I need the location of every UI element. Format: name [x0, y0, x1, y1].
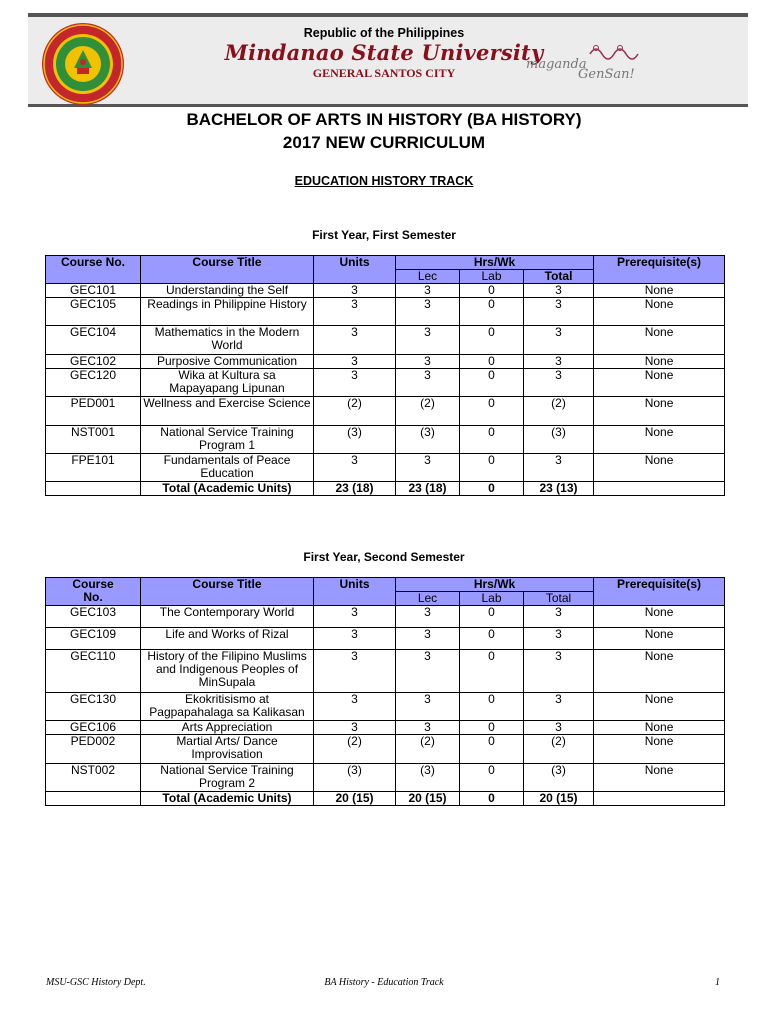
table-row	[46, 606, 725, 628]
col-units: Units	[314, 578, 396, 606]
lec: (2)	[396, 735, 460, 764]
col-lec: Lec	[396, 270, 460, 284]
table-row	[46, 298, 725, 326]
col-total: Total	[524, 592, 594, 606]
course-title: Arts Appreciation	[141, 721, 314, 735]
svg-text:maganda: maganda	[526, 57, 587, 72]
course-title: National Service Training Program 1	[141, 426, 314, 454]
total: 3	[524, 298, 594, 326]
course-no: GEC101	[46, 284, 141, 298]
units: 3	[314, 721, 396, 735]
total-lab: 0	[460, 792, 524, 806]
prerequisite: None	[594, 628, 725, 650]
units: 3	[314, 454, 396, 482]
lab: 0	[460, 284, 524, 298]
lab: 0	[460, 628, 524, 650]
col-lec: Lec	[396, 592, 460, 606]
total-row	[46, 792, 725, 806]
course-no: GEC102	[46, 355, 141, 369]
course-title: Wellness and Exercise Science	[141, 397, 314, 426]
col-lab: Lab	[460, 270, 524, 284]
track-title: EDUCATION HISTORY TRACK	[294, 174, 474, 188]
col-course-no	[46, 578, 141, 606]
lab: 0	[460, 326, 524, 355]
course-no: PED001	[46, 397, 141, 426]
prerequisite: None	[594, 721, 725, 735]
units: 3	[314, 628, 396, 650]
total-prereq-blank	[594, 482, 725, 496]
total-label: Total (Academic Units)	[141, 482, 314, 496]
prerequisite: None	[594, 298, 725, 326]
course-no: FPE101	[46, 454, 141, 482]
total-blank	[46, 482, 141, 496]
lec: 3	[396, 284, 460, 298]
tagline-logo	[524, 42, 644, 82]
table-row	[46, 454, 725, 482]
units: 3	[314, 355, 396, 369]
total-row	[46, 482, 725, 496]
lec: 3	[396, 298, 460, 326]
course-title: Life and Works of Rizal	[141, 628, 314, 650]
units: (2)	[314, 397, 396, 426]
curriculum-title: 2017 NEW CURRICULUM	[282, 133, 486, 152]
table-row	[46, 721, 725, 735]
semester-2-table	[45, 577, 725, 806]
total-label: Total (Academic Units)	[141, 792, 314, 806]
footer-document-title: BA History - Education Track	[324, 977, 444, 988]
prerequisite: None	[594, 454, 725, 482]
total-blank	[46, 792, 141, 806]
prerequisite: None	[594, 284, 725, 298]
course-title: Mathematics in the Modern World	[141, 326, 314, 355]
lab: 0	[460, 397, 524, 426]
units: 3	[314, 693, 396, 721]
table-row	[46, 628, 725, 650]
lab: 0	[460, 606, 524, 628]
table-row	[46, 284, 725, 298]
prerequisite: None	[594, 369, 725, 397]
table-row	[46, 397, 725, 426]
footer-page-number: 1	[715, 977, 720, 988]
program-title: BACHELOR OF ARTS IN HISTORY (BA HISTORY)	[186, 110, 582, 129]
total: (3)	[524, 764, 594, 792]
col-hrs-wk: Hrs/Wk	[396, 578, 594, 592]
university-name: Mindanao State University	[224, 40, 544, 65]
total-prereq-blank	[594, 792, 725, 806]
course-no: GEC106	[46, 721, 141, 735]
lec: 3	[396, 721, 460, 735]
course-no: GEC110	[46, 650, 141, 693]
total: (2)	[524, 397, 594, 426]
table-header-row	[46, 256, 725, 270]
total-lec: 20 (15)	[396, 792, 460, 806]
lab: 0	[460, 735, 524, 764]
lab: 0	[460, 369, 524, 397]
lab: 0	[460, 298, 524, 326]
total: 3	[524, 284, 594, 298]
footer-department: MSU-GSC History Dept.	[46, 977, 146, 988]
col-prerequisites: Prerequisite(s)	[594, 256, 725, 284]
course-title: National Service Training Program 2	[141, 764, 314, 792]
lec: 3	[396, 355, 460, 369]
course-title: Understanding the Self	[141, 284, 314, 298]
table-row	[46, 326, 725, 355]
lec: 3	[396, 454, 460, 482]
course-title: Ekokritisismo at Pagpapahalaga sa Kalikasan	[141, 693, 314, 721]
total: 3	[524, 326, 594, 355]
col-units: Units	[314, 256, 396, 284]
total: 3	[524, 628, 594, 650]
units: 3	[314, 298, 396, 326]
lec: 3	[396, 650, 460, 693]
units: 3	[314, 284, 396, 298]
semester-1-heading: First Year, First Semester	[312, 228, 456, 242]
course-title: Wika at Kultura sa Mapayapang Lipunan	[141, 369, 314, 397]
units: 3	[314, 326, 396, 355]
total: 3	[524, 721, 594, 735]
table-row	[46, 735, 725, 764]
lec: (3)	[396, 426, 460, 454]
table-row	[46, 369, 725, 397]
lec: (3)	[396, 764, 460, 792]
col-prerequisites: Prerequisite(s)	[594, 578, 725, 606]
prerequisite: None	[594, 397, 725, 426]
course-title: Purposive Communication	[141, 355, 314, 369]
col-course-no-line1: Course	[72, 577, 114, 591]
total-units: 20 (15)	[314, 792, 396, 806]
lab: 0	[460, 650, 524, 693]
units: (3)	[314, 426, 396, 454]
lec: 3	[396, 693, 460, 721]
course-no: GEC130	[46, 693, 141, 721]
col-hrs-wk: Hrs/Wk	[396, 256, 594, 270]
table-row	[46, 764, 725, 792]
table-row	[46, 693, 725, 721]
lec: 3	[396, 606, 460, 628]
course-title: Martial Arts/ Dance Improvisation	[141, 735, 314, 764]
prerequisite: None	[594, 735, 725, 764]
col-course-no-line2: No.	[83, 590, 103, 604]
semester-2-heading: First Year, Second Semester	[303, 550, 465, 564]
lab: 0	[460, 426, 524, 454]
lec: 3	[396, 628, 460, 650]
lec: 3	[396, 326, 460, 355]
total: 3	[524, 454, 594, 482]
total: 3	[524, 369, 594, 397]
total-units: 23 (18)	[314, 482, 396, 496]
header-rule-bottom	[28, 104, 748, 107]
lec: (2)	[396, 397, 460, 426]
total-lab: 0	[460, 482, 524, 496]
prerequisite: None	[594, 426, 725, 454]
course-no: GEC104	[46, 326, 141, 355]
lab: 0	[460, 454, 524, 482]
course-no: GEC120	[46, 369, 141, 397]
prerequisite: None	[594, 764, 725, 792]
total-lec: 23 (18)	[396, 482, 460, 496]
semester-1-table	[45, 255, 725, 496]
units: (3)	[314, 764, 396, 792]
prerequisite: None	[594, 326, 725, 355]
total: 3	[524, 650, 594, 693]
units: (2)	[314, 735, 396, 764]
course-no: GEC109	[46, 628, 141, 650]
total: 3	[524, 606, 594, 628]
lec: 3	[396, 369, 460, 397]
course-title: Fundamentals of Peace Education	[141, 454, 314, 482]
republic-line: Republic of the Philippines	[303, 26, 465, 40]
table-row	[46, 426, 725, 454]
prerequisite: None	[594, 693, 725, 721]
col-course-title: Course Title	[141, 256, 314, 284]
table-row	[46, 355, 725, 369]
total: 3	[524, 355, 594, 369]
course-no: GEC105	[46, 298, 141, 326]
table-header-row	[46, 578, 725, 592]
svg-text:GenSan!: GenSan!	[578, 67, 635, 82]
lab: 0	[460, 355, 524, 369]
prerequisite: None	[594, 606, 725, 628]
course-no: NST001	[46, 426, 141, 454]
total-total: 20 (15)	[524, 792, 594, 806]
course-title: History of the Filipino Muslims and Indigenous Peoples of MinSupala	[141, 650, 314, 693]
col-course-no: Course No.	[46, 256, 141, 284]
prerequisite: None	[594, 355, 725, 369]
course-no: GEC103	[46, 606, 141, 628]
units: 3	[314, 606, 396, 628]
total-total: 23 (13)	[524, 482, 594, 496]
total: (2)	[524, 735, 594, 764]
table-row	[46, 650, 725, 693]
lab: 0	[460, 721, 524, 735]
lab: 0	[460, 764, 524, 792]
units: 3	[314, 650, 396, 693]
course-no: NST002	[46, 764, 141, 792]
col-total: Total	[524, 270, 594, 284]
col-lab: Lab	[460, 592, 524, 606]
prerequisite: None	[594, 650, 725, 693]
col-course-title: Course Title	[141, 578, 314, 606]
total: (3)	[524, 426, 594, 454]
course-title: The Contemporary World	[141, 606, 314, 628]
city-name: GENERAL SANTOS CITY	[312, 66, 456, 80]
course-title: Readings in Philippine History	[141, 298, 314, 326]
units: 3	[314, 369, 396, 397]
lab: 0	[460, 693, 524, 721]
total: 3	[524, 693, 594, 721]
course-no: PED002	[46, 735, 141, 764]
